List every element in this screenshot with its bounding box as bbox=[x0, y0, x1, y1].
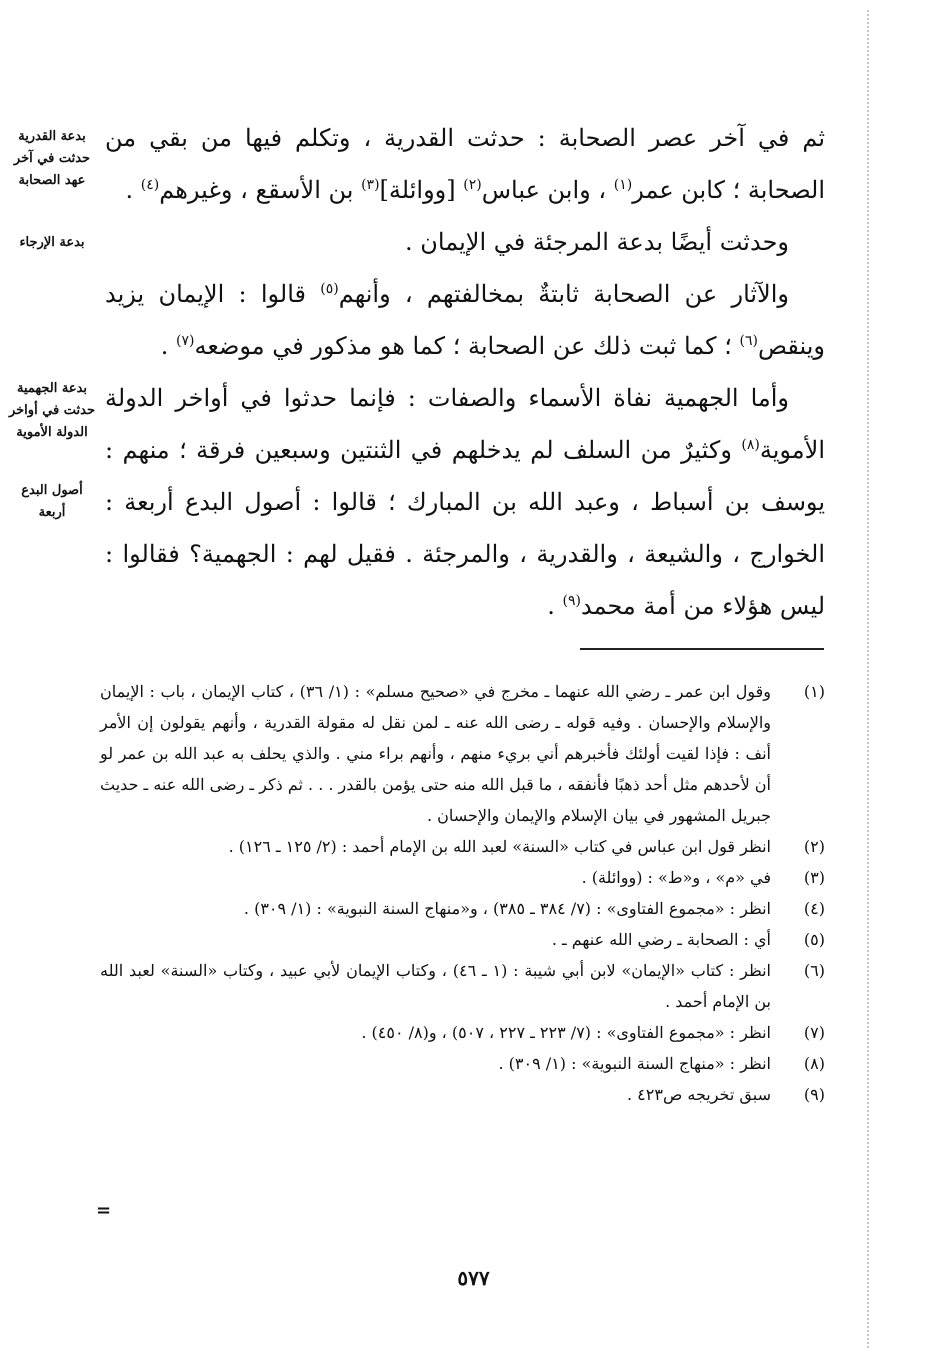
footnote-ref: (٦) bbox=[739, 333, 758, 349]
footnote bbox=[100, 676, 825, 831]
margin-note-bida-origins: أصول البدع أربعة bbox=[21, 483, 83, 520]
footnote-number: (١) bbox=[803, 682, 825, 701]
footnote-text: في «م» ، و«ط» : (ووائلة) . bbox=[581, 868, 771, 887]
footnote-number: (٤) bbox=[803, 899, 825, 918]
footnote-ref: (٥) bbox=[320, 281, 339, 297]
paragraph bbox=[105, 112, 825, 216]
footnote-ref: (٩) bbox=[562, 593, 581, 609]
footnote bbox=[100, 1079, 825, 1110]
text-segment: ، وابن عباس bbox=[481, 176, 614, 204]
continuation-mark: = bbox=[96, 1200, 112, 1221]
paragraph bbox=[105, 268, 825, 372]
main-text bbox=[105, 112, 825, 632]
text-segment: . bbox=[160, 332, 177, 360]
footnote-text: أي : الصحابة ـ رضي الله عنهم ـ . bbox=[551, 930, 771, 949]
text-segment: وحدثت أيضًا بدعة المرجئة في الإيمان . bbox=[405, 228, 789, 256]
footnote-ref: (٢) bbox=[463, 177, 482, 193]
text-segment: وأما الجهمية نفاة الأسماء والصفات : فإنما حدثوا في أواخر الدولة الأموية bbox=[105, 384, 825, 464]
footnote bbox=[100, 924, 825, 955]
text-segment: قالوا : الإيمان يزيد وينقص bbox=[105, 280, 825, 360]
margin-note-qadariyya: بدعة القدرية حدثت في آخر عهد الصحابة bbox=[13, 129, 91, 188]
footnote-number: (٣) bbox=[803, 868, 825, 887]
footnote-ref: (٧) bbox=[176, 333, 195, 349]
paragraph bbox=[105, 372, 825, 632]
footnote-ref: (٤) bbox=[140, 177, 160, 193]
text-segment: [ووائلة] bbox=[379, 176, 464, 204]
footnote-number: (٨) bbox=[803, 1054, 825, 1073]
footnote-text: انظر : «مجموع الفتاوى» : (٧/ ٢٢٣ ـ ٢٢٧ ، ٥٠٧) ، و(٨/ ٤٥٠) . bbox=[361, 1023, 771, 1042]
text-segment: . bbox=[125, 176, 141, 204]
footnote-ref: (١) bbox=[613, 177, 633, 193]
footnote bbox=[100, 955, 825, 1017]
footnote bbox=[100, 831, 825, 862]
text-segment: ثم في آخر عصر الصحابة : حدثت القدرية ، وتكلم فيها من بقي من الصحابة ؛ كابن عمر bbox=[105, 124, 825, 204]
footnote-separator bbox=[580, 648, 824, 650]
footnote-number: (٧) bbox=[803, 1023, 825, 1042]
footnotes bbox=[100, 676, 825, 1110]
footnote bbox=[100, 893, 825, 924]
footnote-text: سبق تخريجه ص٤٢٣ . bbox=[626, 1085, 771, 1104]
text-segment: ؛ كما ثبت ذلك عن الصحابة ؛ كما هو مذكور في موضعه bbox=[194, 332, 740, 360]
footnote-text: انظر : «مجموع الفتاوى» : (٧/ ٣٨٤ ـ ٣٨٥) ، و«منهاج السنة النبوية» : (١/ ٣٠٩) . bbox=[243, 899, 771, 918]
footnote-number: (٢) bbox=[803, 837, 825, 856]
text-segment: والآثار عن الصحابة ثابتةٌ بمخالفتهم ، وأنهم bbox=[338, 280, 789, 308]
footnote-text: انظر : «منهاج السنة النبوية» : (١/ ٣٠٩) . bbox=[498, 1054, 771, 1073]
footnote-ref: (٨) bbox=[741, 437, 760, 453]
footnote bbox=[100, 862, 825, 893]
footnote-text: انظر قول ابن عباس في كتاب «السنة» لعبد الله بن الإمام أحمد : (٢/ ١٢٥ ـ ١٢٦) . bbox=[228, 837, 771, 856]
paragraph bbox=[105, 216, 825, 268]
footnote bbox=[100, 1017, 825, 1048]
footnote bbox=[100, 1048, 825, 1079]
margin-note-jahmiyya: بدعة الجهمية حدثت في أواخر الدولة الأموية bbox=[8, 381, 96, 440]
footnote-text: وقول ابن عمر ـ رضي الله عنهما ـ مخرج في «صحيح مسلم» : (١/ ٣٦) ، كتاب الإيمان ، باب : الإيمان والإسلام والإحسان . وفيه قوله ـ رضى الله عنه ـ لمن نقل له مقولة القدرية ، وأنهم يقولون إن الأمر أنف : فإذا لقيت أولئك فأخبرهم أني بريء منهم ، وأنهم براء مني . والذي يحلف به عبد الله بن عمر لو أن لأحدهم مثل أحد ذهبًا فأنفقه ، ما قبل الله منه حتى يؤمن بالقدر . . . ثم ذكر ـ رضى الله عنه ـ حديث جبريل المشهور في بيان الإسلام والإيمان والإحسان . bbox=[100, 682, 771, 825]
text-segment: بن الأسقع ، وغيرهم bbox=[159, 176, 362, 204]
footnote-number: (٩) bbox=[803, 1085, 825, 1104]
text-segment: . bbox=[547, 592, 563, 620]
page-number: ٥٧٧ bbox=[457, 1266, 490, 1290]
margin-dotted-line bbox=[867, 10, 869, 1348]
footnote-ref: (٣) bbox=[361, 177, 380, 193]
text-segment: وكثيرٌ من السلف لم يدخلهم في الثنتين وسبعين فرقة ؛ منهم : يوسف بن أسباط ، وعبد الله بن المبارك ؛ قالوا : أصول البدع أربعة : الخوارج ، والشيعة ، والقدرية ، والمرجئة . فقيل لهم : الجهمية؟ فقالوا : ليس هؤلاء من أمة محمد bbox=[105, 436, 825, 620]
margin-note-irja: بدعة الإرجاء bbox=[19, 235, 85, 250]
footnote-number: (٦) bbox=[803, 961, 825, 980]
footnote-text: انظر : كتاب «الإيمان» لابن أبي شيبة : (١ ـ ٤٦) ، وكتاب الإيمان لأبي عبيد ، وكتاب «السنة» لعبد الله بن الإمام أحمد . bbox=[100, 961, 772, 1011]
footnote-number: (٥) bbox=[803, 930, 825, 949]
